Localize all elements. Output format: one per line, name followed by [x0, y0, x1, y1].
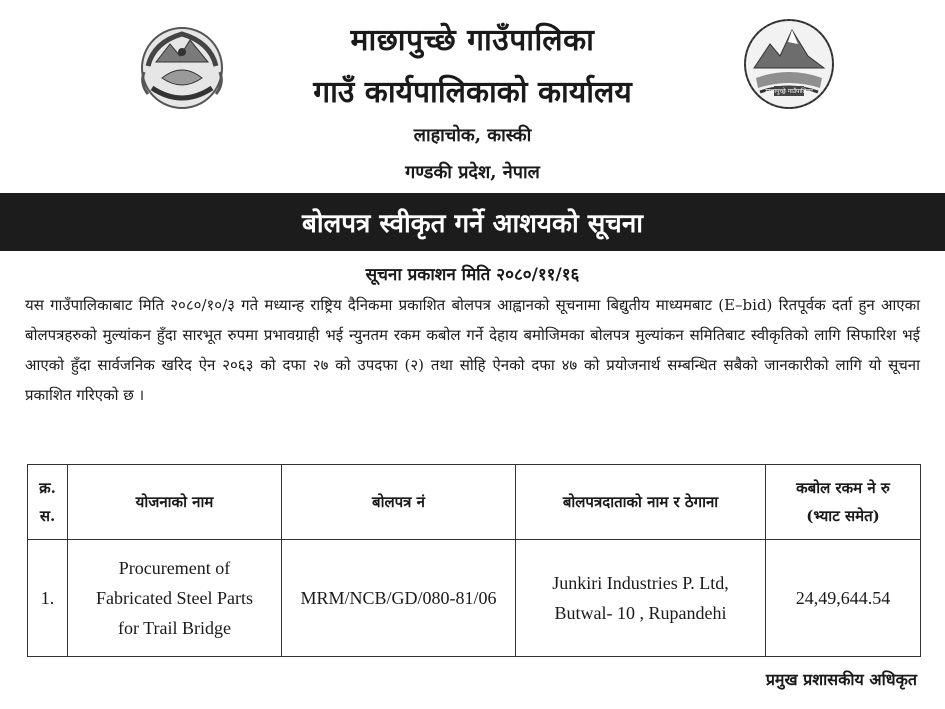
cell-amount: 24,49,644.54 [766, 540, 921, 657]
cell-project-line-3: for Trail Bridge [117, 618, 231, 638]
header-sn-line-2: स. [39, 507, 56, 525]
bid-award-table [27, 464, 921, 657]
office-name: गाउँ कार्यपालिकाको कार्यालय [313, 75, 632, 110]
header-bid-no: बोलपत्र नं [282, 465, 516, 540]
table-row [28, 540, 921, 657]
table-header-row [28, 465, 921, 540]
header-sn-line-1: क्र. [39, 479, 56, 497]
header-project: योजनाको नाम [68, 465, 282, 540]
notice-title: बोलपत्र स्वीकृत गर्ने आशयको सूचना [302, 209, 643, 239]
cell-bid-no: MRM/NCB/GD/080-81/06 [282, 540, 516, 657]
cell-bidder-line-1: Junkiri Industries P. Ltd, [552, 573, 729, 593]
cell-project-line-2: Fabricated Steel Parts [96, 588, 253, 608]
municipality-logo [740, 16, 838, 116]
header-amount-line-2: (भ्याट समेत) [806, 507, 880, 525]
address-line-1: लाहाचोक, कास्की [413, 125, 532, 146]
header-amount-line-1: कबोल रकम ने रु [796, 479, 890, 497]
municipality-logo-text: माछापुच्छ्रे गाउँपालिका [765, 88, 813, 95]
cell-sn: 1. [28, 540, 68, 657]
address-line-2: गण्डकी प्रदेश, नेपाल [405, 162, 540, 183]
header-amount [766, 465, 921, 540]
cell-project [68, 540, 282, 657]
municipality-name: माछापुच्छे गाउँपालिका [350, 23, 595, 58]
cell-bidder [516, 540, 766, 657]
notice-header [0, 0, 945, 192]
notice-body: यस गाउँपालिकाबाट मिति २०८०/१०/३ गते मध्यान्ह राष्ट्रिय दैनिकमा प्रकाशित बोलपत्र आह्वानको सूचनामा बिद्युतीय माध्यमबाट (E–bid) रितपूर्वक दर्ता हुन आएका बोलपत्रहरुको मुल्यांकन हुँदा सारभूत रुपमा प्रभावग्राही भई न्युनतम रकम कबोल गर्ने देहाय बमोजिमका बोलपत्र मुल्यांकन समितिबाट स्वीकृतिको लागि सिफारिश भई आएको हुँदा सार्वजनिक खरिद ऐन २०६३ को दफा २७ को उपदफा (२) तथा सोहि ऐनको दफा ४७ को प्रयोजनार्थ सम्बन्धित सबैको जानकारीको लागि यो सूचना प्रकाशित गरिएको छ । [25, 296, 920, 404]
cell-project-line-1: Procurement of [118, 558, 231, 578]
publish-date: सूचना प्रकाशन मिति २०८०/११/१६ [365, 265, 580, 285]
signature-title: प्रमुख प्रशासकीय अधिकृत [765, 670, 917, 689]
header-sn [28, 465, 68, 540]
cell-bidder-line-2: Butwal- 10 , Rupandehi [554, 603, 727, 623]
notice-banner [0, 193, 945, 251]
header-bidder: बोलपत्रदाताको नाम र ठेगाना [516, 465, 766, 540]
